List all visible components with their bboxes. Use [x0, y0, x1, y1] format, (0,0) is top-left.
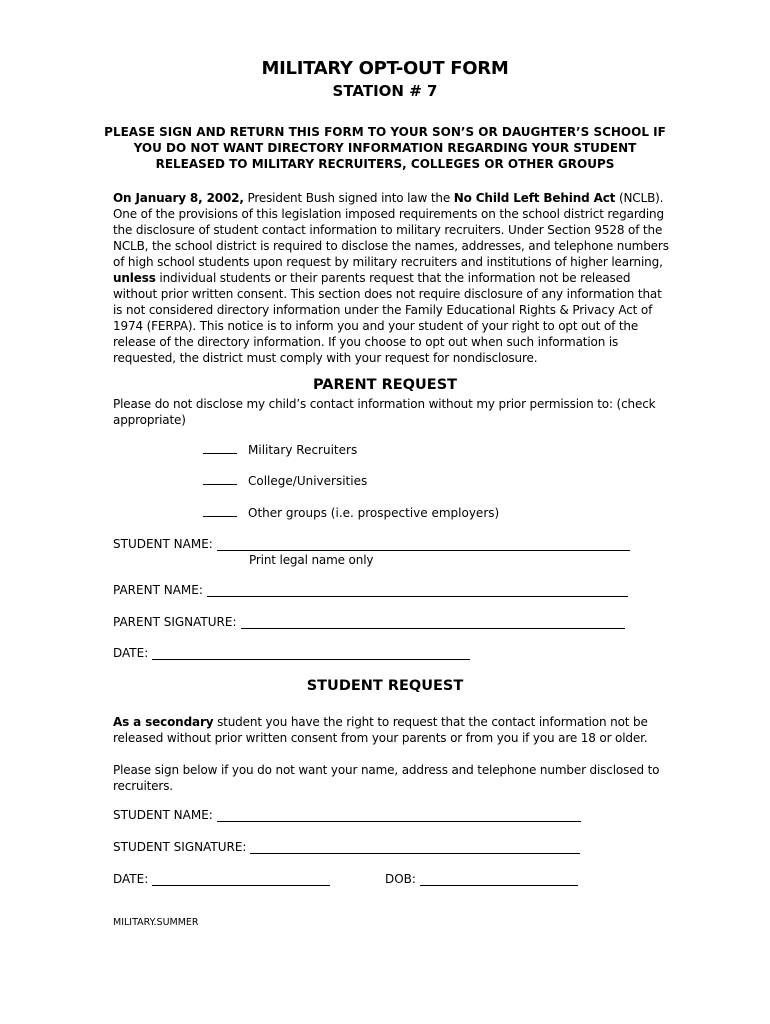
option-label: Military Recruiters — [248, 443, 358, 457]
student-signature-line[interactable] — [250, 841, 580, 854]
option-colleges[interactable] — [203, 474, 367, 488]
parent-request-heading: PARENT REQUEST — [312, 377, 458, 393]
parent-name-line[interactable] — [207, 584, 628, 597]
student-name-field[interactable] — [113, 808, 581, 822]
intro-date: On January 8, 2002, — [113, 191, 244, 205]
student-name-line[interactable] — [217, 809, 581, 822]
field-label: STUDENT NAME: — [113, 808, 213, 822]
student-date-field[interactable] — [113, 872, 330, 886]
field-label: STUDENT SIGNATURE: — [113, 840, 247, 854]
student-signature-field[interactable] — [113, 840, 580, 854]
student-sign-instruction: Please sign below if you do not want your name, address and telephone number disclosed to recruiters. — [113, 763, 660, 793]
parent-date-line[interactable] — [152, 647, 470, 660]
student-dob-line[interactable] — [420, 873, 578, 886]
student-date-line[interactable] — [152, 873, 330, 886]
form-title: MILITARY OPT-OUT FORM — [261, 58, 509, 79]
parent-signature-field[interactable] — [113, 615, 625, 629]
option-military-recruiters[interactable] — [203, 443, 357, 457]
print-name-hint: Print legal name only — [249, 553, 374, 567]
parent-student-name-field[interactable] — [113, 537, 630, 551]
intro-text-a: President Bush signed into law the — [243, 191, 454, 205]
station-number: STATION # 7 — [332, 82, 438, 100]
option-other-groups[interactable] — [203, 506, 499, 520]
student-rights-text — [113, 714, 673, 746]
check-blank[interactable] — [203, 506, 237, 517]
field-label: PARENT SIGNATURE: — [113, 615, 237, 629]
check-blank[interactable] — [203, 474, 237, 485]
intro-unless: unless — [113, 271, 156, 285]
field-label: DATE: — [113, 646, 149, 660]
intro-text-b: (NCLB). One of the provisions of this legislation imposed requirements on the school district regarding the disclosure of student contact information to military recruiters. Under Section 9528 of the NCLB, the school district is required to disclose the names, addresses, and telephone numbers of high school students upon request by military recruiters and institutions of higher learning, — [113, 191, 669, 269]
parent-name-field[interactable] — [113, 583, 628, 597]
student-bold-lead: As a secondary — [113, 715, 214, 729]
intro-text-c: individual students or their parents request that the information not be released without prior written consent. This section does not require disclosure of any information that is not considered directory information under the Family Educational Rights & Privacy Act of 1974 (FERPA). This notice is to inform you and your student of your right to opt out of the release of the directory information. If you choose to opt out when such information is requested, the district must comply with your request for nondisclosure. — [113, 271, 662, 365]
parent-signature-line[interactable] — [241, 616, 625, 629]
field-label: STUDENT NAME: — [113, 537, 213, 551]
parent-request-instruction: Please do not disclose my child’s contact information without my prior permission to: (check appropriate) — [113, 397, 656, 427]
option-label: College/Universities — [248, 474, 368, 488]
field-label: PARENT NAME: — [113, 583, 203, 597]
parent-date-field[interactable] — [113, 646, 470, 660]
field-label: DOB: — [385, 872, 416, 886]
student-request-heading: STUDENT REQUEST — [306, 678, 464, 694]
form-code: MILITARY.SUMMER — [113, 917, 199, 928]
return-instructions: PLEASE SIGN AND RETURN THIS FORM TO YOUR SON’S OR DAUGHTER’S SCHOOL IF YOU DO NOT WANT DIRECTORY INFORMATION REGARDING YOUR STUDENT RELEASED TO MILITARY RECRUITERS, COLLEGES OR OTHER GROUPS — [104, 125, 666, 171]
check-blank[interactable] — [203, 443, 237, 454]
student-rights-body: student you have the right to request that the contact information not be released without prior written consent from your parents or from you if you are 18 or older. — [113, 715, 648, 745]
field-label: DATE: — [113, 872, 149, 886]
nclb-explanation — [113, 190, 673, 366]
intro-act-name: No Child Left Behind Act — [453, 191, 616, 205]
student-name-line[interactable] — [217, 538, 630, 551]
student-dob-field[interactable] — [385, 872, 578, 886]
option-label: Other groups (i.e. prospective employers) — [248, 506, 500, 520]
